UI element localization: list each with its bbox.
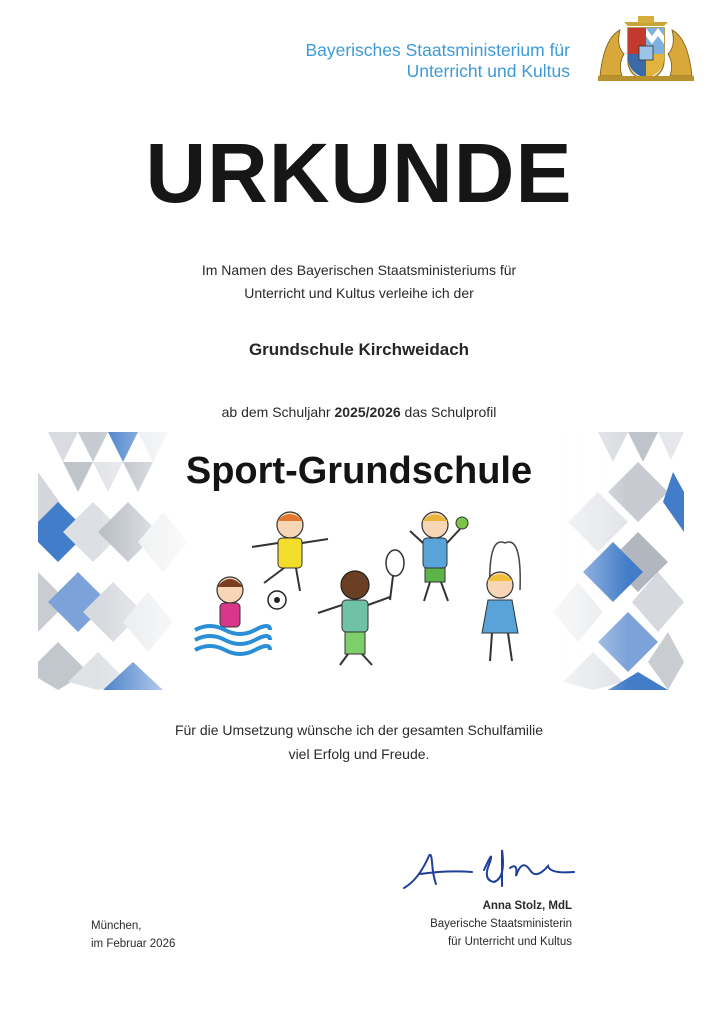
children-sports-illustration [190,505,540,675]
school-name: Grundschule Kirchweidach [248,340,470,359]
wish-text [0,718,718,766]
signer-name: Anna Stolz, MdL [482,900,572,912]
apple-boy-icon [410,512,468,601]
intro-line-2: Unterricht und Kultus verleihe ich der [244,285,474,301]
signer-title-2: für Unterricht und Kultus [447,936,572,948]
school-profile-name: Sport-Grundschule [185,450,533,492]
jump-rope-girl-icon [482,542,520,661]
ministry-line-1: Bayerisches Staatsministerium für [305,40,570,60]
wish-line-2: viel Erfolg und Freude. [288,746,430,762]
bavarian-coat-of-arms-icon [594,16,698,82]
intro-text [0,259,718,305]
soccer-girl-icon [252,512,328,609]
signer-block [430,897,572,951]
year-suffix: das Schulprofil [404,404,497,420]
place-and-date [91,917,175,953]
ministry-name [305,40,570,82]
place: München, [91,920,142,932]
year-prefix: ab dem Schuljahr [221,404,331,420]
badminton-boy-icon [318,550,404,665]
wish-line-1: Für die Umsetzung wünsche ich der gesamten Schulfamilie [174,722,544,738]
handwritten-signature-icon [398,840,578,900]
signer-title-1: Bayerische Staatsministerin [430,918,572,930]
swimming-child-icon [195,577,270,654]
intro-line-1: Im Namen des Bayerischen Staatsministeriums für [201,262,517,278]
certificate-title: URKUNDE [145,126,573,220]
school-year: 2025/2026 [334,404,401,420]
date: im Februar 2026 [91,938,176,950]
ministry-line-2: Unterricht und Kultus [406,61,570,81]
school-year-line [0,404,718,420]
